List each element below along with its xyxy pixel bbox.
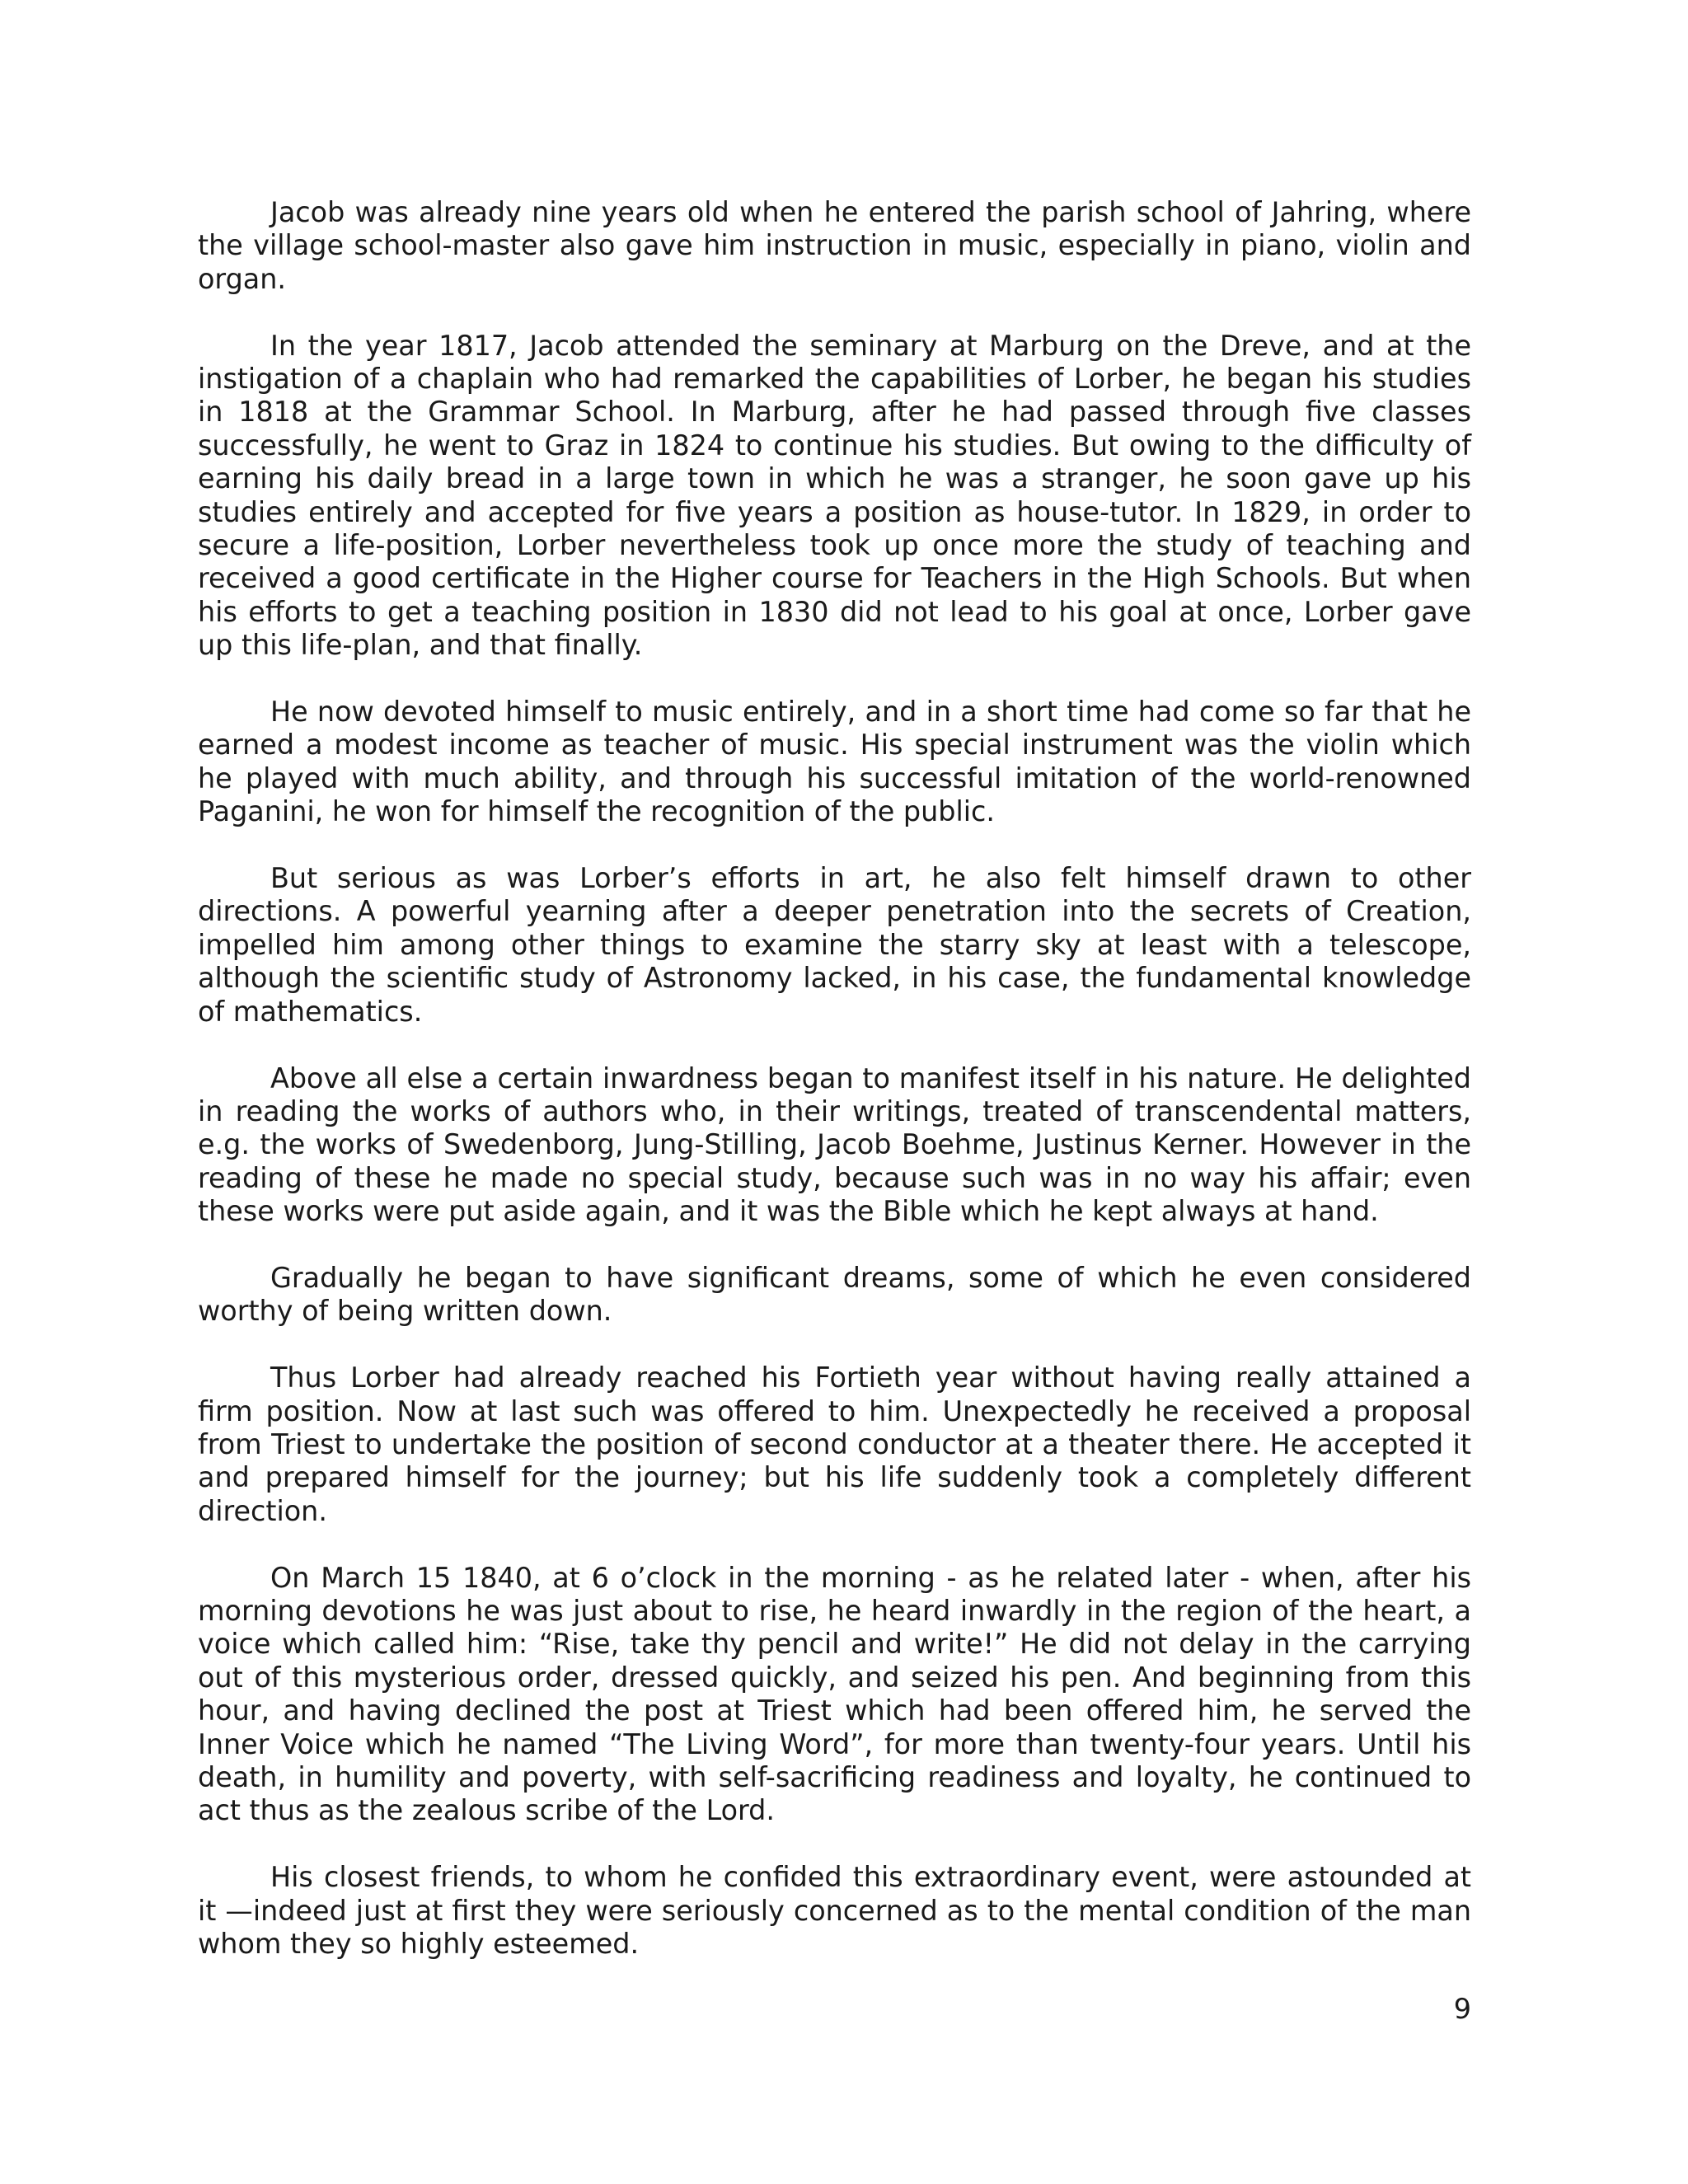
paragraph-8: On March 15 1840, at 6 o’clock in the morning - as he related later - when, after his morning devotions he was just about to rise, he heard inwardly in the region of the heart, a voice which called him: “Rise, take thy pencil and write!” He did not delay in the carrying out of this mysterious order, dressed quickly, and seized his pen. And beginning from this hour, and having declined the post at Triest which had been offered him, he served the Inner Voice which he named “The Living Word”, for more than twenty-four years. Until his death, in humility and poverty, with self-sacrificing readiness and loyalty, he continued to act thus as the zealous scribe of the Lord. xyxy=(198,1561,1471,1827)
paragraph-5: Above all else a certain inwardness began to manifest itself in his nature. He delighted in reading the works of authors who, in their writings, treated of transcendental matters, e.g. the works of Swedenborg, Jung-Stilling, Jacob Boehme, Justinus Kerner. However in the reading of these he made no special study, because such was in no way his affair; even these works were put aside again, and it was the Bible which he kept always at hand. xyxy=(198,1062,1471,1228)
paragraph-4: But serious as was Lorber’s efforts in art, he also felt himself drawn to other directions. A powerful yearning after a deeper penetration into the secrets of Creation, impelled him among other things to examine the starry sky at least with a telescope, although the scientific study of Astronomy lacked, in his case, the fundamental knowledge of mathematics. xyxy=(198,862,1471,1028)
paragraph-9: His closest friends, to whom he confided this extraordinary event, were astounded at it —indeed just at first they were seriously concerned as to the mental condition of the man whom they so highly esteemed. xyxy=(198,1861,1471,1960)
paragraph-1: Jacob was already nine years old when he entered the parish school of Jahring, where the village school-master also gave him instruction in music, especially in piano, violin and organ. xyxy=(198,196,1471,295)
paragraph-7: Thus Lorber had already reached his Fortieth year without having really attained a firm position. Now at last such was offered to him. Unexpectedly he received a proposal from Triest to undertake the position of second conductor at a theater there. He accepted it and prepared himself for the journey; but his life suddenly took a completely different direction. xyxy=(198,1361,1471,1527)
page-number: 9 xyxy=(1453,1993,1471,2025)
body-text xyxy=(198,196,1471,1994)
paragraph-6: Gradually he began to have significant dreams, some of which he even considered worthy of being written down. xyxy=(198,1261,1471,1328)
paragraph-2: In the year 1817, Jacob attended the seminary at Marburg on the Dreve, and at the instigation of a chaplain who had remarked the capabilities of Lorber, he began his studies in 1818 at the Grammar School. In Marburg, after he had passed through five classes successfully, he went to Graz in 1824 to continue his studies. But owing to the difficulty of earning his daily bread in a large town in which he was a stranger, he soon gave up his studies entirely and accepted for five years a position as house-tutor. In 1829, in order to secure a life-position, Lorber nevertheless took up once more the study of teaching and received a good certificate in the Higher course for Teachers in the High Schools. But when his efforts to get a teaching position in 1830 did not lead to his goal at once, Lorber gave up this life-plan, and that finally. xyxy=(198,329,1471,662)
paragraph-3: He now devoted himself to music entirely, and in a short time had come so far that he earned a modest income as teacher of music. His special instrument was the violin which he played with much ability, and through his successful imitation of the world-renowned Paganini, he won for himself the recognition of the public. xyxy=(198,696,1471,828)
